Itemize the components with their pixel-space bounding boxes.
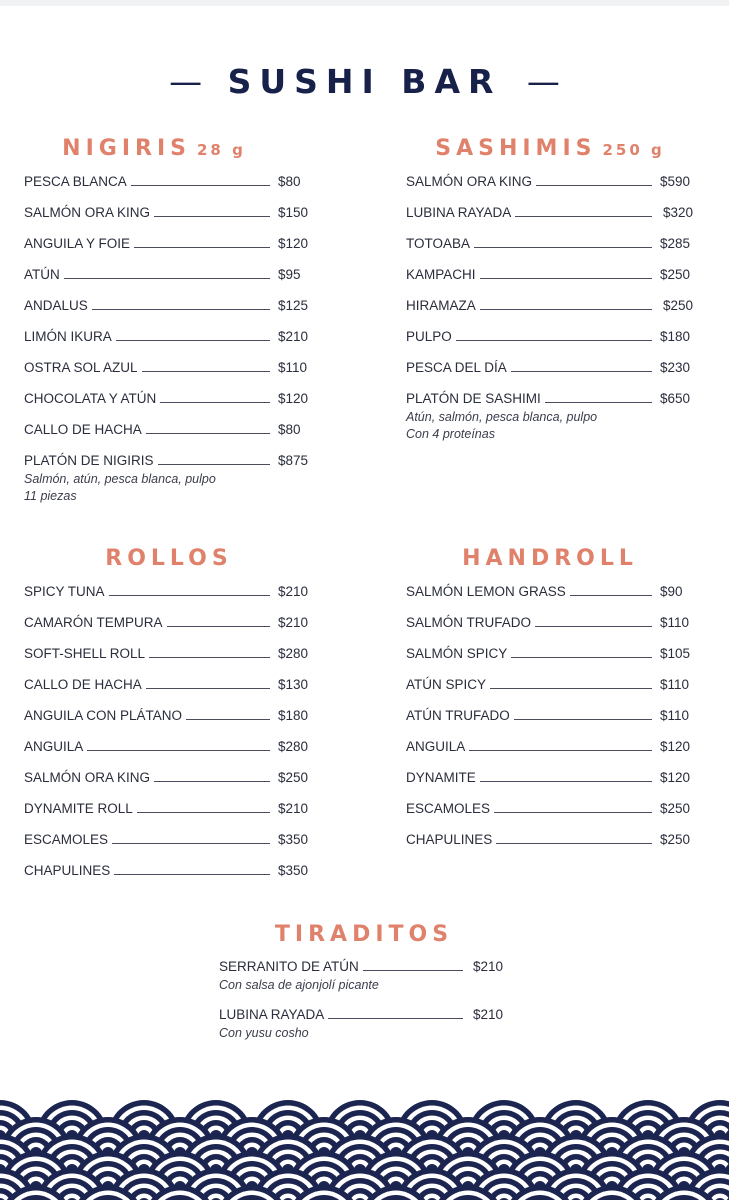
- title-left-dash: —: [169, 62, 203, 101]
- item-name: CHAPULINES: [24, 863, 114, 878]
- nigiris-list: [24, 174, 314, 504]
- menu-item: [406, 770, 706, 801]
- item-name: HIRAMAZA: [406, 298, 480, 313]
- item-price: $180: [278, 708, 309, 723]
- menu-item: [406, 391, 706, 442]
- menu-item: [24, 329, 314, 360]
- item-name: SALMÓN ORA KING: [24, 770, 154, 785]
- item-price: $250: [660, 832, 691, 847]
- menu-item: [24, 615, 314, 646]
- item-name: OSTRA SOL AZUL: [24, 360, 142, 375]
- item-name: ANGUILA CON PLÁTANO: [24, 708, 186, 723]
- item-price: $130: [278, 677, 309, 692]
- menu-item: [24, 646, 314, 677]
- menu-item: [24, 298, 314, 329]
- item-name: CHAPULINES: [406, 832, 496, 847]
- item-price: $230: [660, 360, 691, 375]
- item-name: LIMÓN IKURA: [24, 329, 116, 344]
- menu-item: [24, 770, 314, 801]
- item-name: SALMÓN ORA KING: [406, 174, 536, 189]
- item-name: LUBINA RAYADA: [219, 1007, 328, 1022]
- item-name: ESCAMOLES: [406, 801, 494, 816]
- menu-item: [406, 646, 706, 677]
- section-title-tiraditos: [219, 922, 509, 947]
- menu-item: [406, 174, 706, 205]
- section-title-text: NIGIRIS: [62, 136, 191, 161]
- menu-item: [406, 360, 706, 391]
- item-price: $210: [278, 584, 309, 599]
- item-price: $210: [278, 329, 309, 344]
- top-edge-strip: [0, 0, 729, 6]
- section-weight: 28 g: [196, 141, 246, 159]
- item-price: $80: [278, 174, 301, 189]
- menu-item: [406, 267, 706, 298]
- item-name: ANGUILA Y FOIE: [24, 236, 134, 251]
- item-price: $95: [278, 267, 301, 282]
- item-price: $120: [660, 739, 691, 754]
- menu-item: [24, 801, 314, 832]
- item-name: CALLO DE HACHA: [24, 422, 146, 437]
- section-title-rollos: [24, 546, 314, 571]
- section-title-handroll: [405, 546, 695, 571]
- menu-item: [24, 708, 314, 739]
- item-name: PESCA BLANCA: [24, 174, 131, 189]
- item-name: KAMPACHI: [406, 267, 480, 282]
- item-price: $250: [663, 298, 694, 313]
- item-price: $350: [278, 832, 309, 847]
- item-price: $120: [278, 236, 309, 251]
- item-description: Atún, salmón, pesca blanca, pulpo: [406, 410, 598, 424]
- menu-item: [24, 584, 314, 615]
- menu-item: [406, 236, 706, 267]
- menu-item: [406, 205, 706, 236]
- item-price: $280: [278, 646, 309, 661]
- rollos-list: [24, 584, 314, 894]
- item-price: $120: [660, 770, 691, 785]
- section-title-text: HANDROLL: [462, 546, 638, 571]
- menu-item: [24, 236, 314, 267]
- item-name: ANDALUS: [24, 298, 92, 313]
- item-name: CHOCOLATA Y ATÚN: [24, 391, 160, 406]
- item-price: $210: [473, 959, 504, 974]
- item-price: $650: [660, 391, 691, 406]
- item-price: $120: [278, 391, 309, 406]
- item-name: SALMÓN LEMON GRASS: [406, 584, 570, 599]
- menu-item: [406, 584, 706, 615]
- item-description: Salmón, atún, pesca blanca, pulpo: [24, 472, 216, 486]
- section-title-text: TIRADITOS: [274, 922, 454, 947]
- section-title-text: ROLLOS: [105, 546, 233, 571]
- item-price: $250: [660, 801, 691, 816]
- item-price: $110: [278, 360, 308, 375]
- menu-item: [24, 832, 314, 863]
- item-name: SERRANITO DE ATÚN: [219, 959, 363, 974]
- item-description: 11 piezas: [24, 488, 77, 503]
- item-price: $125: [278, 298, 309, 313]
- item-name: SALMÓN SPICY: [406, 646, 511, 661]
- tiraditos-list: [219, 959, 519, 1055]
- item-price: $105: [660, 646, 691, 661]
- item-price: $210: [473, 1007, 504, 1022]
- item-name: LUBINA RAYADA: [406, 205, 515, 220]
- item-name: SALMÓN ORA KING: [24, 205, 154, 220]
- item-price: $210: [278, 615, 309, 630]
- menu-item: [24, 267, 314, 298]
- menu-title-text: SUSHI BAR: [227, 62, 502, 101]
- item-name: ATÚN TRUFADO: [406, 708, 514, 723]
- section-title-sashimis: [405, 136, 695, 161]
- item-name: PULPO: [406, 329, 456, 344]
- item-name: SPICY TUNA: [24, 584, 109, 599]
- menu-item: [406, 708, 706, 739]
- menu-item: [24, 360, 314, 391]
- menu-item: [406, 329, 706, 360]
- menu-item: [219, 1007, 519, 1055]
- menu-item: [406, 832, 706, 863]
- item-description: Con 4 proteínas: [406, 426, 495, 441]
- menu-item: [406, 615, 706, 646]
- item-price: $110: [660, 708, 690, 723]
- item-name: SALMÓN TRUFADO: [406, 615, 535, 630]
- item-name: ATÚN: [24, 267, 64, 282]
- item-price: $110: [660, 677, 690, 692]
- item-name: TOTOABA: [406, 236, 474, 251]
- wave-pattern-decoration: [0, 1100, 729, 1200]
- sashimis-list: [406, 174, 706, 442]
- menu-item: [406, 801, 706, 832]
- item-price: $875: [278, 453, 309, 468]
- section-title-nigiris: [24, 136, 284, 161]
- section-title-text: SASHIMIS: [435, 136, 597, 161]
- handroll-list: [406, 584, 706, 863]
- item-name: ANGUILA: [406, 739, 469, 754]
- section-weight: 250 g: [602, 141, 665, 159]
- menu-title: [0, 62, 729, 101]
- menu-item: [406, 739, 706, 770]
- menu-item: [219, 959, 519, 1007]
- menu-item: [24, 739, 314, 770]
- item-price: $210: [278, 801, 309, 816]
- menu-item: [24, 677, 314, 708]
- item-price: $180: [660, 329, 691, 344]
- item-description: Con yusu cosho: [219, 1026, 309, 1040]
- menu-item: [406, 677, 706, 708]
- item-price: $150: [278, 205, 309, 220]
- item-price: $285: [660, 236, 691, 251]
- item-name: CALLO DE HACHA: [24, 677, 146, 692]
- item-description: Con salsa de ajonjolí picante: [219, 978, 379, 992]
- menu-item: [24, 863, 314, 894]
- menu-item: [24, 422, 314, 453]
- item-name: ANGUILA: [24, 739, 87, 754]
- item-price: $90: [660, 584, 683, 599]
- menu-item: [24, 453, 314, 504]
- menu-item: [24, 174, 314, 205]
- item-name: PESCA DEL DÍA: [406, 360, 511, 375]
- menu-item: [406, 298, 706, 329]
- item-name: DYNAMITE ROLL: [24, 801, 137, 816]
- item-price: $320: [663, 205, 694, 220]
- item-name: ESCAMOLES: [24, 832, 112, 847]
- item-price: $590: [660, 174, 691, 189]
- item-name: PLATÓN DE SASHIMI: [406, 391, 545, 406]
- item-name: PLATÓN DE NIGIRIS: [24, 453, 158, 468]
- item-price: $250: [278, 770, 309, 785]
- item-price: $280: [278, 739, 309, 754]
- item-price: $110: [660, 615, 690, 630]
- title-right-dash: —: [526, 62, 560, 101]
- menu-item: [24, 391, 314, 422]
- item-name: ATÚN SPICY: [406, 677, 490, 692]
- menu-item: [24, 205, 314, 236]
- item-name: CAMARÓN TEMPURA: [24, 615, 167, 630]
- item-price: $250: [660, 267, 691, 282]
- item-name: SOFT-SHELL ROLL: [24, 646, 149, 661]
- item-price: $350: [278, 863, 309, 878]
- item-name: DYNAMITE: [406, 770, 480, 785]
- item-price: $80: [278, 422, 301, 437]
